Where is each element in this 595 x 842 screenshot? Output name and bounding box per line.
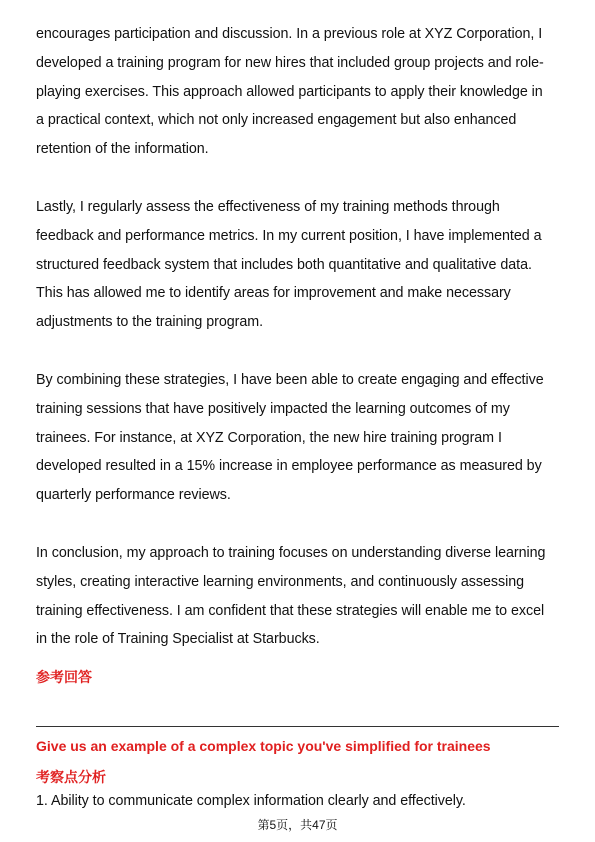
paragraph-line: structured feedback system that includes both quantitative and qualitative data. [36, 256, 532, 273]
analysis-heading: 考察点分析 [36, 769, 106, 785]
paragraph-line: styles, creating interactive learning environments, and continuously assessing [36, 573, 525, 590]
reference-answer-heading: 参考回答 [36, 669, 92, 685]
paragraph-group-learning [36, 20, 566, 164]
paragraph-line: playing exercises. This approach allowed participants to apply their knowledge in [36, 83, 543, 100]
paragraph-line: retention of the information. [36, 141, 209, 158]
paragraph-line: By combining these strategies, I have been able to create engaging and effective [36, 372, 544, 388]
paragraph-line: Lastly, I regularly assess the effectiveness of my training methods through [36, 199, 500, 215]
paragraph-line: developed resulted in a 15% increase in employee performance as measured by [36, 458, 542, 475]
paragraph-line: encourages participation and discussion. In a previous role at XYZ Corporation, I [36, 26, 543, 42]
paragraph-line: in the role of Training Specialist at Starbucks. [36, 631, 320, 648]
paragraph-line: quarterly performance reviews. [36, 487, 231, 504]
paragraph-line: trainees. For instance, at XYZ Corporation, the new hire training program I [36, 429, 502, 446]
paragraph-line: developed a training program for new hires that included group projects and role- [36, 54, 544, 71]
paragraph-line: a practical context, which not only increased engagement but also enhanced [36, 112, 517, 129]
paragraph-line: In conclusion, my approach to training focuses on understanding diverse learning [36, 545, 546, 561]
paragraph-line: training sessions that have positively impacted the learning outcomes of my [36, 400, 510, 417]
paragraph-line: feedback and performance metrics. In my current position, I have implemented a [36, 227, 542, 244]
paragraph-line: adjustments to the training program. [36, 314, 264, 331]
paragraph-conclusion [36, 539, 566, 654]
paragraph-line: training effectiveness. I am confident that these strategies will enable me to excel [36, 602, 545, 619]
paragraph-assessment [36, 193, 566, 337]
question-title: Give us an example of a complex topic you've simplified for trainees [36, 738, 491, 754]
paragraph-line: This has allowed me to identify areas for improvement and make necessary [36, 285, 511, 302]
paragraph-results [36, 366, 566, 510]
page-indicator: 第5页，共47页 [257, 818, 338, 832]
analysis-list [36, 787, 566, 816]
analysis-item: 1. Ability to communicate complex information clearly and effectively. [36, 793, 466, 809]
section-divider [36, 726, 559, 727]
